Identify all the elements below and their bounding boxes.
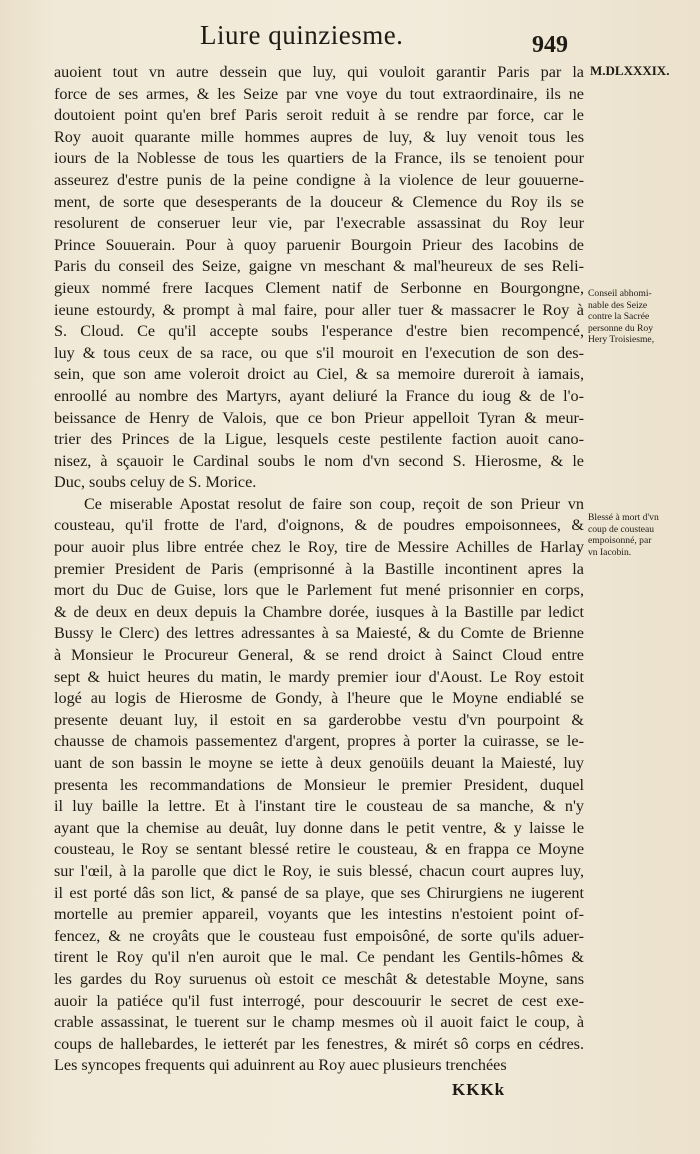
text-line: presente deuant luy, il estoit en sa garderobbe vestu d'vn pourpoint &	[54, 710, 584, 729]
text-line: trier des Princes de la Ligue, lesquels ceste pestilente faction auoit cano-	[54, 430, 584, 449]
text-line: il luy baille la lettre. Et à l'instant tire le cousteau de sa manche, & n'y	[54, 797, 584, 816]
text-line: auoir la patiéce qu'il fust interrogé, pour descouurir le secret de cest exe-	[54, 991, 584, 1010]
text-line: il est porté dâs son lict, & pansé de sa playe, que ses Chirurgiens ne iugerent	[54, 883, 584, 902]
margin-note-line: Blessé à mort d'vn	[588, 512, 659, 523]
text-line: sur l'œil, à la parolle que dict le Roy, ie suis blessé, chacun court aupres luy,	[54, 861, 584, 880]
text-line: pour auoir plus libre entrée chez le Roy, tire de Messire Achilles de Harlay	[54, 538, 584, 557]
page-number: 949	[532, 32, 568, 58]
text-line: cousteau, le Roy se sentant blessé retire le cousteau, & en frappa ce Moyne	[54, 840, 584, 859]
text-line: fencez, & ne croyâts que le cousteau fust empoisôné, de sorte qu'ils aduer-	[54, 926, 584, 945]
text-line: ment, de sorte que desesperants de la douceur & Clemence du Roy ils se	[54, 192, 584, 211]
text-line: sein, que son ame voleroit droict au Ciel, & sa memoire dureroit à iamais,	[54, 365, 584, 384]
text-line: Roy auoit quarante mille hommes aupres de luy, & luy venoit tous les	[54, 127, 584, 146]
main-text-block	[54, 62, 584, 1077]
text-line: & de deux en deux depuis la Chambre dorée, iusques à la Bastille par ledict	[54, 602, 584, 621]
text-line: presenta les recommandations de Monsieur le premier President, duquel	[54, 775, 584, 794]
margin-note-line: nable des Seize	[588, 299, 648, 311]
text-line: crable assassinat, le tuerent sur le champ mesmes où il auoit faict le coup, à	[54, 1013, 584, 1032]
text-line: ieune estourdy, & prompt à mal faire, pour aller tuer & massacrer le Roy à	[54, 300, 584, 319]
text-line: mort du Duc de Guise, lors que le Parlement fut mené prisonnier en corps,	[54, 581, 584, 600]
text-line: chausse de chamois passementez d'argent, propres à porter la cuirasse, se le-	[54, 732, 584, 751]
text-line: tirent le Roy qu'il n'en auroit que le mal. Ce pendant les Gentils-hômes &	[54, 948, 584, 967]
text-line: Duc, soubs celuy de S. Morice.	[54, 473, 257, 492]
text-line: Les syncopes frequents qui aduinrent au Roy auec plusieurs trenchées	[54, 1056, 507, 1075]
text-line: iours de la Noblesse de tous les quartiers de la France, ils se tenoient pour	[54, 149, 584, 168]
text-line: mortelle au premier appareil, voyants que les intestins n'estoient point of-	[54, 905, 584, 924]
text-line: enroollé au nombre des Martyrs, ayant deliuré la France du ioug & de l'o-	[54, 386, 584, 405]
text-line: Paris du conseil des Seize, gaigne vn meschant & mal'heureux de ses Reli-	[54, 257, 584, 276]
text-line: Ce miserable Apostat resolut de faire son coup, reçoit de son Prieur vn	[84, 494, 584, 513]
text-line: Prince Souuerain. Pour à quoy paruenir Bourgoin Prieur des Iacobins de	[54, 235, 584, 254]
margin-note-line: contre la Sacrée	[588, 311, 650, 323]
text-line: beissance de Henry de Valois, que ce bon Prieur appelloit Tyran & meur-	[54, 408, 584, 427]
margin-note-council	[588, 288, 696, 346]
text-line: premier President de Paris (emprisonné à la Bastille incontinent apres la	[54, 559, 584, 578]
margin-note-line: Hery Troisiesme,	[588, 334, 655, 346]
margin-note-line: Conseil abhomi-	[588, 288, 652, 299]
text-line: force de ses armes, & les Seize par vne voye du tout extraordinaire, ils ne	[54, 84, 584, 103]
text-line: les gardes du Roy suruenus où estoit ce meschât & detestable Moyne, sans	[54, 969, 584, 988]
margin-note-line: coup de cousteau	[588, 523, 655, 535]
text-line: gieux nommé frere Iacques Clement natif de Serbonne en Bourgongne,	[54, 278, 584, 297]
text-line: à Monsieur le Procureur General, & se rend droict à Sainct Cloud entre	[54, 646, 584, 665]
text-line: asseurez d'estre punis de la peine condigne à la violence de leur gouuerne-	[54, 170, 584, 189]
margin-note-line: vn Iacobin.	[588, 546, 632, 558]
text-line: doutoient point qu'en bref Paris seroit reduit à se rendre par force, car le	[54, 106, 584, 125]
year-marginal: M.DLXXXIX.	[590, 63, 670, 78]
margin-note-line: empoisonné, par	[588, 535, 652, 547]
text-line: sept & huict heures du matin, le mardy premier iour d'Aoust. Le Roy estoit	[54, 667, 584, 686]
text-line: logé au logis de Hierosme de Gondy, à l'heure que le Moyne endiablé se	[54, 689, 584, 708]
text-line: resolurent de conseruer leur vie, par l'execrable assassinat du Roy leur	[54, 214, 584, 233]
text-line: cousteau, qu'il frotte de l'ard, d'oignons, & de poudres empoisonnees, &	[54, 516, 584, 535]
text-line: coups de hallebardes, le ietterét par les fenestres, & mirét sô corps en cédres.	[54, 1034, 584, 1053]
text-line: S. Cloud. Ce qu'il accepte soubs l'esperance d'estre bien recompencé,	[54, 322, 584, 341]
margin-note-wounded	[588, 512, 696, 558]
catchword: KKKk	[452, 1080, 506, 1099]
text-line: luy & tous ceux de sa race, ou que s'il mouroit en l'execution de son des-	[54, 343, 584, 362]
running-title: Liure quinziesme.	[200, 20, 404, 50]
text-line: ayant que la chemise au deuât, luy donne dans le petit ventre, & y laisse le	[54, 818, 584, 837]
text-line: uant de son bassin le moyne se iette à deux genoüils deuant la Maiesté, luy	[54, 754, 584, 772]
text-line: Bussy le Clerc) des lettres adressantes à sa Maiesté, & du Comte de Brienne	[54, 624, 584, 643]
text-line: auoient tout vn autre dessein que luy, qui vouloit garantir Paris par la	[54, 63, 584, 81]
text-line: nisez, à sçauoir le Cardinal soubs le nom d'vn second S. Hierosme, & le	[54, 451, 584, 470]
margin-note-line: personne du Roy	[588, 322, 654, 334]
